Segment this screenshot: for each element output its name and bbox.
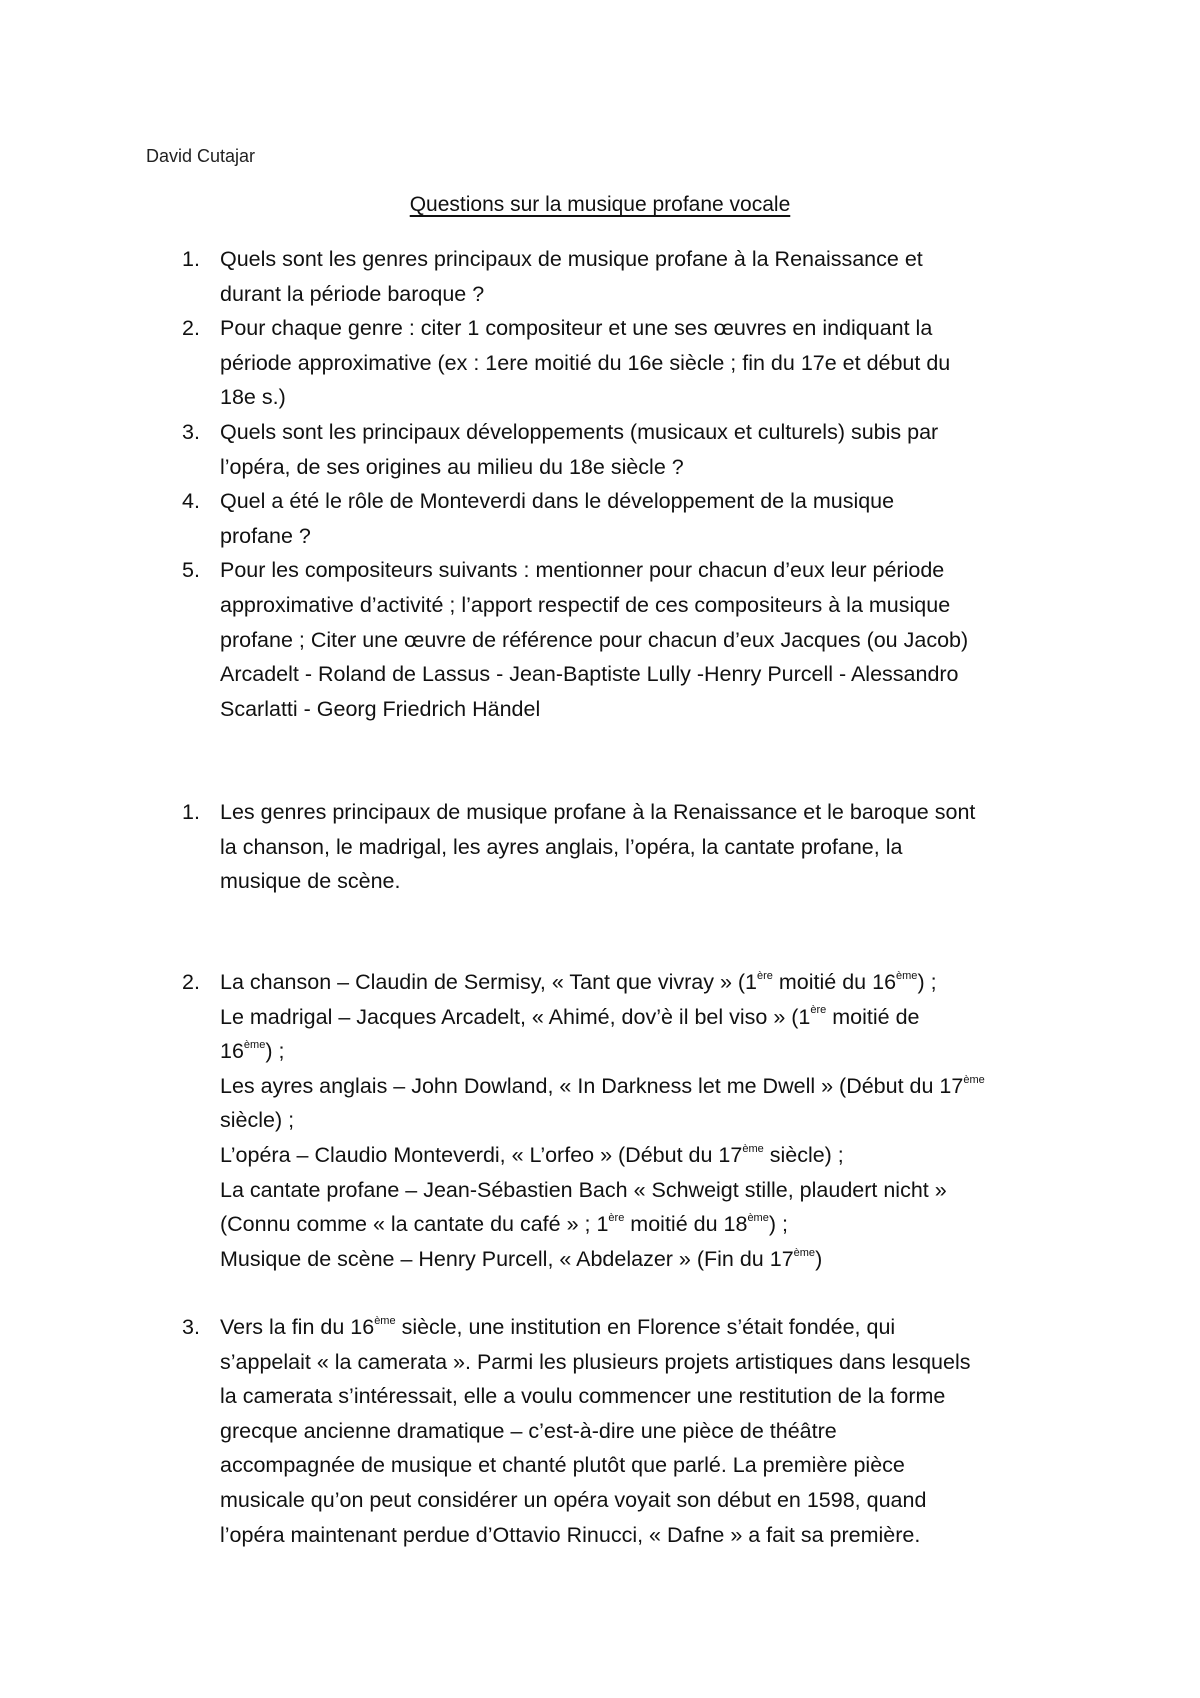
answer-3: [182, 1310, 1052, 1552]
questions-list: [182, 242, 1052, 726]
author-name: David Cutajar: [146, 146, 256, 166]
superscript: ème: [963, 1073, 985, 1086]
answer-line: [220, 1310, 1052, 1345]
answer-line: accompagnée de musique et chanté plutôt que parlé. La première pièce: [220, 1453, 905, 1478]
answer-number: 1.: [182, 800, 200, 824]
text-run: moitié du 16: [772, 970, 897, 994]
superscript: ème: [793, 1246, 816, 1259]
question-line: Arcadelt - Roland de Lassus - Jean-Baptiste Lully -Henry Purcell - Alessandro: [220, 662, 959, 687]
superscript: ère: [757, 969, 773, 982]
superscript: ème: [747, 1212, 769, 1224]
text-run: (Connu comme « la cantate du café » ; 1: [220, 1212, 609, 1237]
question-number: 5.: [182, 558, 200, 583]
question-line: période approximative (ex : 1ere moitié du 16e siècle ; fin du 17e et début du: [220, 350, 951, 375]
question-item: [182, 484, 1052, 553]
question-line: approximative d’activité ; l’apport respectif de ces compositeurs à la musique: [220, 592, 951, 617]
text-run: ) ;: [917, 970, 937, 994]
answer-line: [220, 1138, 1052, 1173]
question-line: durant la période baroque ?: [220, 281, 485, 306]
answer-number: 2.: [182, 970, 200, 994]
superscript: ème: [243, 1039, 266, 1052]
text-run: La cantate profane – Jean-Sébastien Bach « Schweigt stille, plaudert nicht »: [220, 1177, 947, 1202]
question-line: Quels sont les genres principaux de musique profane à la Renaissance et: [220, 247, 923, 271]
answer-2: [182, 965, 1052, 1276]
text-run: Vers la fin du 16: [220, 1315, 375, 1339]
answer-item: [182, 795, 1052, 899]
answer-line: [220, 1242, 1052, 1277]
question-item: [182, 415, 1052, 484]
answer-line: [220, 1034, 1052, 1069]
text-run: Musique de scène – Henry Purcell, « Abdelazer » (Fin du 17: [220, 1246, 794, 1271]
text-run: 16: [220, 1039, 244, 1064]
answer-line: [220, 1000, 1052, 1035]
text-run: ) ;: [768, 1212, 788, 1237]
question-line: Pour les compositeurs suivants : mentionner pour chacun d’eux leur période: [220, 558, 945, 583]
document-title: Questions sur la musique profane vocale: [409, 193, 791, 216]
answer-item: [182, 1310, 1052, 1552]
answer-number: 3.: [182, 1315, 200, 1339]
question-line: Quels sont les principaux développements (musicaux et culturels) subis par: [220, 419, 939, 444]
answer-line: [220, 965, 1052, 1000]
text-run: L’opéra – Claudio Monteverdi, « L’orfeo » (Début du 17: [220, 1142, 743, 1167]
superscript: ème: [742, 1142, 764, 1155]
text-run: Les ayres anglais – John Dowland, « In Darkness let me Dwell » (Début du 17: [220, 1073, 964, 1098]
answer-line: Les genres principaux de musique profane à la Renaissance et le baroque sont: [220, 800, 976, 824]
answer-1: [182, 795, 1052, 899]
question-line: Scarlatti - Georg Friedrich Händel: [220, 696, 541, 721]
question-item: [182, 553, 1052, 726]
question-line: profane ?: [220, 523, 311, 548]
question-line: l’opéra, de ses origines au milieu du 18e siècle ?: [220, 454, 684, 479]
question-number: 2.: [182, 316, 200, 341]
answer-line: musicale qu’on peut considérer un opéra voyait son début en 1598, quand: [220, 1487, 927, 1512]
answer-line: la camerata s’intéressait, elle a voulu commencer une restitution de la forme: [220, 1384, 946, 1409]
superscript: ère: [608, 1212, 625, 1224]
superscript: ère: [810, 1004, 827, 1017]
answer-line: [220, 1069, 1052, 1104]
question-line: profane ; Citer une œuvre de référence pour chacun d’eux Jacques (ou Jacob): [220, 627, 969, 652]
text-run: siècle) ;: [763, 1142, 844, 1167]
superscript: ème: [896, 969, 918, 982]
answer-line: la chanson, le madrigal, les ayres anglais, l’opéra, la cantate profane, la: [220, 834, 903, 859]
text-run: La chanson – Claudin de Sermisy, « Tant que vivray » (1: [220, 970, 758, 994]
answer-line: grecque ancienne dramatique – c’est-à-dire une pièce de théâtre: [220, 1418, 837, 1443]
answer-line: [220, 1103, 1052, 1138]
text-run: moitié de: [826, 1004, 920, 1029]
question-number: 1.: [182, 247, 200, 271]
question-item: [182, 242, 1052, 311]
question-line: Quel a été le rôle de Monteverdi dans le développement de la musique: [220, 489, 895, 514]
text-run: ): [815, 1246, 823, 1271]
question-item: [182, 311, 1052, 415]
answer-line: l’opéra maintenant perdue d’Ottavio Rinucci, « Dafne » a fait sa première.: [220, 1522, 921, 1547]
question-line: Pour chaque genre : citer 1 compositeur et une ses œuvres en indiquant la: [220, 316, 933, 341]
answer-item: [182, 965, 1052, 1276]
text-run: siècle) ;: [220, 1108, 295, 1133]
answer-line: [220, 1173, 1052, 1208]
text-run: Le madrigal – Jacques Arcadelt, « Ahimé, dov’è il bel viso » (1: [220, 1004, 811, 1029]
question-number: 4.: [182, 489, 200, 514]
text-run: ) ;: [265, 1039, 285, 1064]
question-line: 18e s.): [220, 385, 286, 410]
text-run: moitié du 18: [624, 1212, 748, 1237]
text-run: siècle, une institution en Florence s’était fondée, qui: [395, 1315, 896, 1339]
answer-line: s’appelait « la camerata ». Parmi les plusieurs projets artistiques dans lesquels: [220, 1349, 971, 1374]
answer-line: musique de scène.: [220, 869, 401, 894]
superscript: ème: [374, 1314, 396, 1327]
answer-line: [220, 1207, 1052, 1242]
question-number: 3.: [182, 419, 200, 444]
